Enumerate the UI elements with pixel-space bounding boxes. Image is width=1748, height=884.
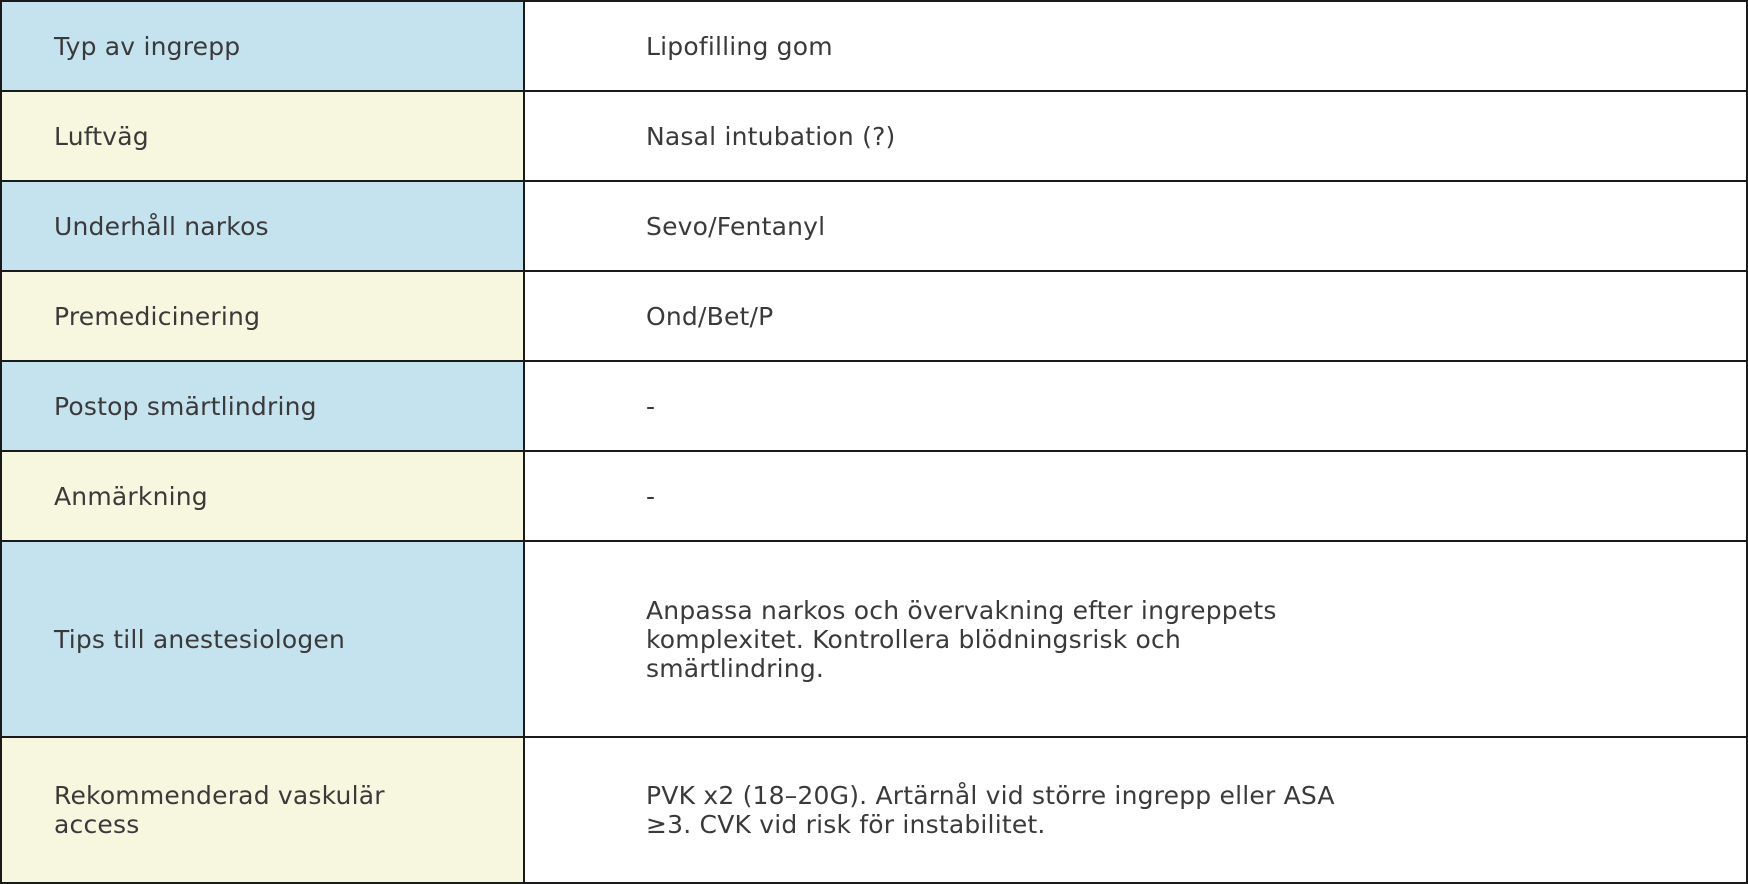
table-row	[2, 272, 1746, 362]
row-value: -	[646, 391, 656, 421]
row-value-cell	[525, 362, 1746, 450]
row-value: -	[646, 481, 656, 511]
row-label: Postop smärtlindring	[54, 391, 317, 421]
row-label: Premedicinering	[54, 301, 261, 331]
row-label-cell	[2, 92, 525, 180]
table-row	[2, 542, 1746, 738]
row-value: Sevo/Fentanyl	[646, 211, 826, 241]
table-row	[2, 362, 1746, 452]
table-row	[2, 452, 1746, 542]
row-label-cell	[2, 272, 525, 360]
row-value-cell	[525, 182, 1746, 270]
row-label-cell	[2, 542, 525, 736]
row-value: Ond/Bet/P	[646, 301, 774, 331]
row-label-cell	[2, 182, 525, 270]
row-value-cell	[525, 542, 1746, 736]
row-label-cell	[2, 452, 525, 540]
row-value-cell	[525, 272, 1746, 360]
row-label: Tips till anestesiologen	[54, 624, 346, 654]
row-label-cell	[2, 738, 525, 882]
row-value: Lipofilling gom	[646, 31, 833, 61]
row-value-cell	[525, 452, 1746, 540]
row-label: Typ av ingrepp	[54, 31, 241, 61]
row-label: Rekommenderad vaskulär access	[54, 781, 385, 839]
row-label: Luftväg	[54, 121, 149, 151]
row-value: Nasal intubation (?)	[646, 121, 896, 151]
row-value: PVK x2 (18–20G). Artärnål vid större ingrepp eller ASA ≥3. CVK vid risk för instabilitet.	[646, 781, 1335, 839]
table-row	[2, 182, 1746, 272]
table-row	[2, 738, 1746, 882]
row-label-cell	[2, 362, 525, 450]
row-value: Anpassa narkos och övervakning efter ingreppets komplexitet. Kontrollera blödningsrisk och smärtlindring.	[646, 595, 1277, 683]
row-label: Anmärkning	[54, 481, 208, 511]
row-label: Underhåll narkos	[54, 211, 269, 241]
row-value-cell	[525, 92, 1746, 180]
table-row	[2, 92, 1746, 182]
table-row	[2, 2, 1746, 92]
row-label-cell	[2, 2, 525, 90]
row-value-cell	[525, 2, 1746, 90]
row-value-cell	[525, 738, 1746, 882]
